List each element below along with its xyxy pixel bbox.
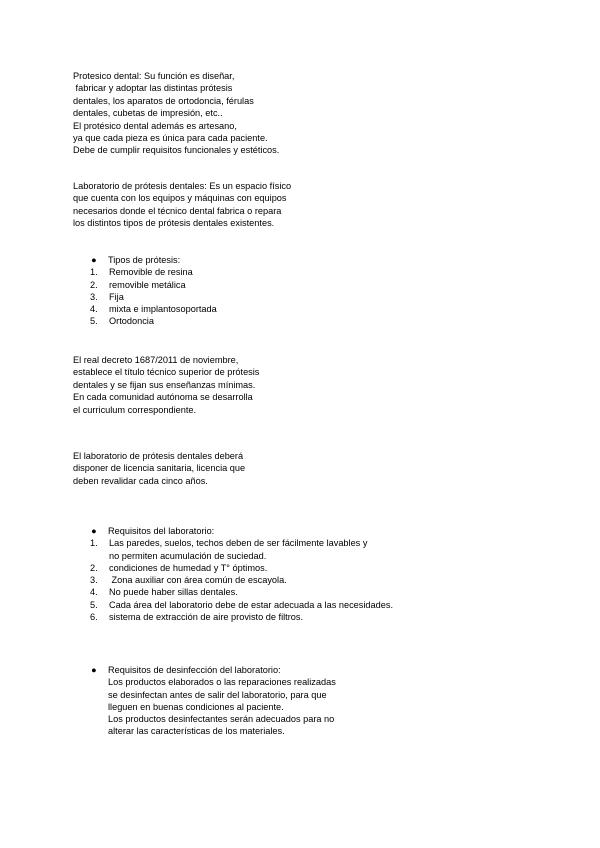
text-line: que cuenta con los equipos y máquinas con equipos — [73, 193, 287, 204]
text-line: disponer de licencia sanitaria, licencia que — [73, 463, 246, 474]
bullet-icon: ● — [91, 665, 97, 675]
item-text: Zona auxiliar con área común de escayola. — [109, 575, 287, 586]
paragraph-licencia — [73, 450, 245, 487]
item-number: 1. — [90, 267, 98, 278]
item-text: condiciones de humedad y T° óptimos. — [109, 562, 268, 573]
list-item — [90, 599, 393, 611]
list-requisitos-laboratorio — [73, 525, 393, 623]
list-item — [90, 562, 393, 574]
item-text: No puede haber sillas dentales. — [109, 587, 238, 598]
item-text: Removible de resina — [109, 267, 193, 278]
list-heading — [73, 525, 376, 537]
list-item — [90, 586, 393, 598]
item-number: 5. — [90, 316, 98, 327]
item-number: 5. — [90, 599, 98, 610]
list-item — [90, 315, 217, 327]
item-number: 3. — [90, 575, 98, 586]
text-line: dentales, los aparatos de ortodoncia, férulas — [73, 95, 254, 106]
text-line: se desinfectan antes de salir del laboratorio, para que — [108, 689, 327, 700]
item-text: Cada área del laboratorio debe de estar adecuada a las necesidades. — [109, 599, 393, 610]
numbered-list — [90, 537, 393, 623]
item-number: 4. — [90, 304, 98, 315]
numbered-list — [90, 266, 217, 327]
list-item — [90, 611, 393, 623]
text-line: En cada comunidad autónoma se desarrolla — [73, 392, 253, 403]
text-line: establece el título técnico superior de prótesis — [73, 367, 260, 378]
item-text: sistema de extracción de aire provisto de filtros. — [109, 612, 304, 623]
item-number: 1. — [90, 538, 98, 549]
text-line: dentales, cubetas de impresión, etc.. — [73, 108, 223, 119]
bullet-icon: ● — [91, 255, 97, 265]
paragraph-laboratorio — [73, 180, 291, 230]
item-number: 6. — [90, 612, 98, 623]
text-line: el curriculum correspondiente. — [73, 404, 197, 415]
text-line: deben revalidar cada cinco años. — [73, 475, 208, 486]
text-line: fabricar y adoptar las distintas prótesis — [73, 83, 233, 94]
text-line: necesarios donde el técnico dental fabrica o repara — [73, 205, 282, 216]
list-item — [90, 303, 217, 315]
item-number: 2. — [90, 279, 98, 290]
item-number: 4. — [90, 587, 98, 598]
text-line: El protésico dental además es artesano, — [73, 120, 237, 131]
text-line: lleguen en buenas condiciones al paciente. — [108, 701, 284, 712]
text-line: dentales y se fijan sus enseñanzas mínimas. — [73, 379, 256, 390]
list-heading-text: Requisitos del laboratorio: — [108, 526, 215, 536]
item-text: Las paredes, suelos, techos deben de ser fácilmente lavables y — [109, 538, 368, 549]
list-item — [90, 574, 393, 586]
text-line: los distintos tipos de prótesis dentales existentes. — [73, 218, 275, 229]
list-heading-text: Requisitos de desinfección del laboratorio: — [108, 665, 281, 675]
text-line: Los productos desinfectantes serán adecuados para no — [108, 714, 335, 725]
text-line: Debe de cumplir requisitos funcionales y estéticos. — [73, 145, 280, 156]
text-line: alterar las características de los materiales. — [108, 726, 285, 737]
item-text: Ortodoncia — [109, 316, 154, 327]
text-line: ya que cada pieza es única para cada paciente. — [73, 133, 268, 144]
text-line: Los productos elaborados o las reparaciones realizadas — [108, 677, 336, 688]
list-requisitos-desinfeccion — [73, 664, 336, 738]
item-text: removible metálica — [109, 279, 186, 290]
list-item — [90, 279, 217, 291]
list-item — [90, 550, 393, 562]
list-item — [90, 266, 217, 278]
text-line: El real decreto 1687/2011 de noviembre, — [73, 355, 239, 365]
text-line: Protesico dental: Su función es diseñar, — [73, 71, 235, 81]
item-text: no permiten acumulación de suciedad. — [109, 550, 267, 561]
list-item — [90, 291, 217, 303]
paragraph-real-decreto — [73, 354, 259, 416]
item-text: mixta e implantosoportada — [109, 304, 217, 315]
item-number: 3. — [90, 291, 98, 302]
paragraph-protesico-dental — [73, 70, 279, 157]
desinfeccion-body — [73, 676, 336, 737]
item-text: Fija — [109, 291, 124, 302]
list-heading-text: Tipos de prótesis: — [108, 255, 181, 265]
list-item — [90, 537, 393, 549]
text-line: El laboratorio de prótesis dentales deberá — [73, 451, 244, 461]
list-tipos-protesis — [73, 254, 217, 328]
bullet-icon: ● — [91, 526, 97, 536]
item-number: 2. — [90, 562, 98, 573]
list-heading — [73, 664, 336, 676]
list-heading — [73, 254, 200, 266]
text-line: Laboratorio de prótesis dentales: Es un espacio físico — [73, 181, 292, 191]
